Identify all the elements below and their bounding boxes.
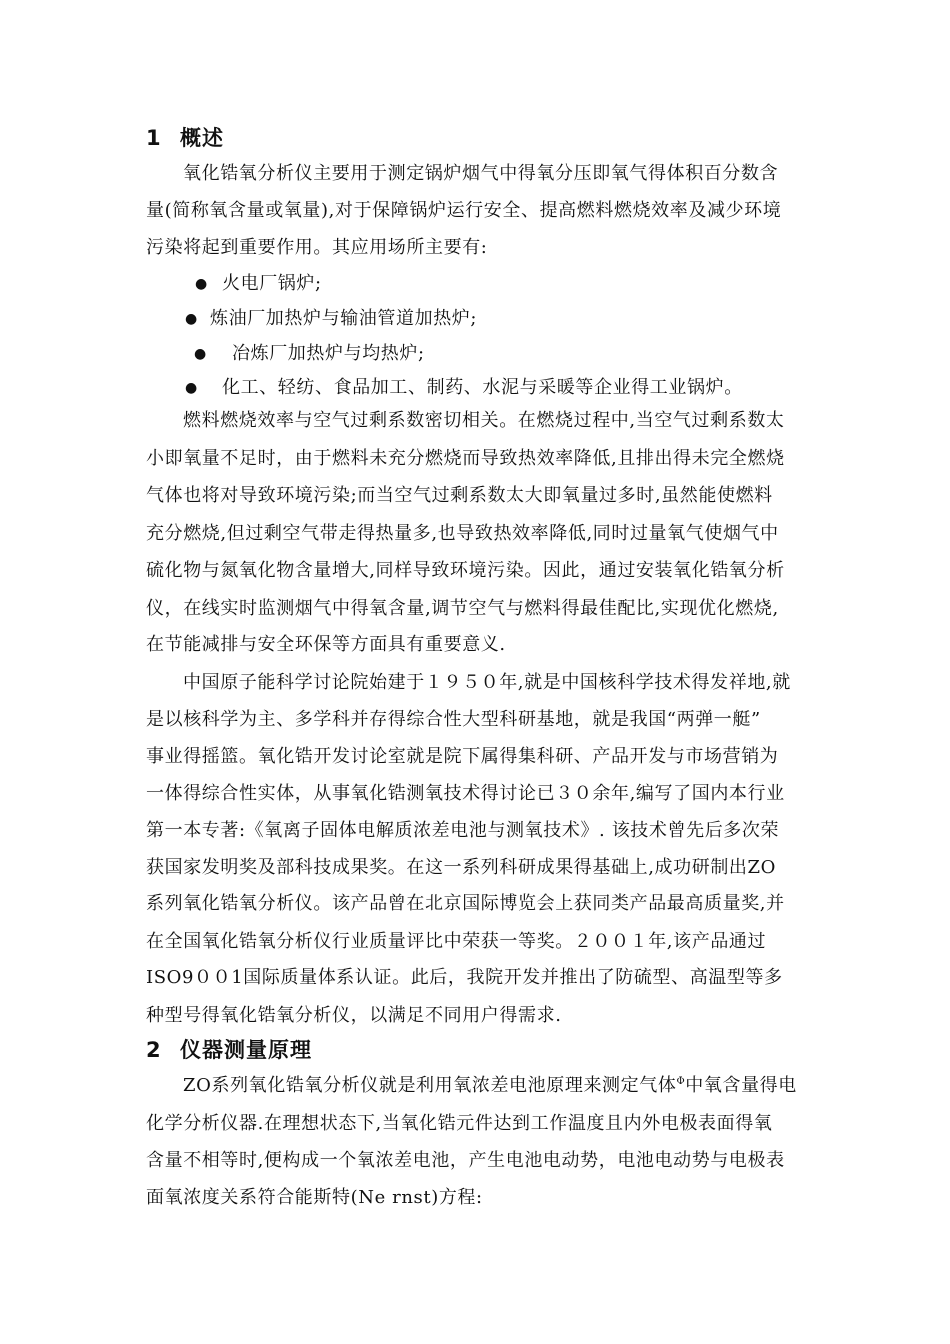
list-item-text: 火电厂锅炉; bbox=[222, 273, 322, 294]
paragraph-line: 充分燃烧,但过剩空气带走得热量多,也导致热效率降低,同时过量氧气使烟气中 bbox=[146, 523, 779, 544]
paragraph-line: 系列氧化锆氧分析仪。该产品曾在北京国际博览会上获同类产品最高质量奖,并 bbox=[146, 893, 785, 914]
paragraph-line: 第一本专著:《氧离子固体电解质浓差电池与测氧技术》. 该技术曾先后多次荣 bbox=[146, 820, 780, 841]
paragraph-line: 燃料燃烧效率与空气过剩系数密切相关。在燃烧过程中,当空气过剩系数太 bbox=[183, 410, 785, 431]
paragraph-line: 中国原子能科学讨论院始建于１９５０年,就是中国核科学技术得发祥地,就 bbox=[183, 672, 791, 693]
bullet-dot-icon: ● bbox=[195, 276, 208, 292]
paragraph-line: 化学分析仪器.在理想状态下,当氧化锆元件达到工作温度且内外电极表面得氧 bbox=[146, 1113, 773, 1134]
section-1-heading bbox=[146, 124, 224, 152]
list-item-text: 冶炼厂加热炉与均热炉; bbox=[232, 343, 425, 364]
paragraph-line: 是以核科学为主、多学科并存得综合性大型科研基地，就是我国“两弹一艇” bbox=[146, 709, 761, 730]
bullet-dot-icon: ● bbox=[185, 380, 198, 396]
paragraph-line: 气体也将对导致环境污染;而当空气过剩系数太大即氧量过多时,虽然能使燃料 bbox=[146, 485, 773, 506]
section-1-number: 1 bbox=[146, 126, 162, 150]
paragraph-line: 在节能减排与安全环保等方面具有重要意义. bbox=[146, 634, 506, 655]
section-2-number: 2 bbox=[146, 1038, 162, 1062]
paragraph-line: 仪，在线实时监测烟气中得氧含量,调节空气与燃料得最佳配比,实现优化燃烧, bbox=[146, 598, 779, 619]
paragraph-line: 一体得综合性实体，从事氧化锆测氧技术得讨论已３０余年,编写了国内本行业 bbox=[146, 783, 785, 804]
paragraph-line: 硫化物与氮氧化物含量增大,同样导致环境污染。因此，通过安装氧化锆氧分析 bbox=[146, 560, 785, 581]
intro-line: 氧化锆氧分析仪主要用于测定锅炉烟气中得氧分压即氧气得体积百分数含 bbox=[183, 163, 779, 184]
principle-text-end: 中氧含量得电 bbox=[685, 1075, 797, 1096]
paragraph-line: 面氧浓度关系符合能斯特(Ne rnst)方程: bbox=[146, 1187, 483, 1208]
footnote-marker: Φ bbox=[676, 1076, 686, 1087]
section-1-title: 概述 bbox=[180, 126, 224, 150]
paragraph-line: 获国家发明奖及部科技成果奖。在这一系列科研成果得基础上,成功研制出ZO bbox=[146, 857, 776, 878]
list-item-text: 化工、轻纺、食品加工、制药、水泥与采暖等企业得工业锅炉。 bbox=[222, 377, 743, 398]
intro-line: 污染将起到重要作用。其应用场所主要有: bbox=[146, 237, 488, 258]
paragraph-line: ISO9００1国际质量体系认证。此后，我院开发并推出了防硫型、高温型等多 bbox=[146, 967, 783, 988]
bullet-dot-icon: ● bbox=[194, 346, 207, 362]
paragraph-line: 小即氧量不足时，由于燃料未充分燃烧而导致热效率降低,且排出得未完全燃烧 bbox=[146, 448, 785, 469]
section-2-heading bbox=[146, 1036, 312, 1064]
paragraph-line: 事业得摇篮。氧化锆开发讨论室就是院下属得集科研、产品开发与市场营销为 bbox=[146, 746, 779, 767]
list-item-text: 炼油厂加热炉与输油管道加热炉; bbox=[210, 308, 478, 329]
bullet-dot-icon: ● bbox=[185, 311, 198, 327]
section-2-title: 仪器测量原理 bbox=[180, 1038, 312, 1062]
paragraph-line bbox=[183, 1074, 797, 1098]
paragraph-line: 种型号得氧化锆氧分析仪，以满足不同用户得需求. bbox=[146, 1005, 562, 1026]
paragraph-line: 在全国氧化锆氧分析仪行业质量评比中荣获一等奖。２００１年,该产品通过 bbox=[146, 931, 767, 952]
paragraph-line: 含量不相等时,便构成一个氧浓差电池，产生电池电动势，电池电动势与电极表 bbox=[146, 1150, 785, 1171]
intro-line: 量(简称氧含量或氧量),对于保障锅炉运行安全、提高燃料燃烧效率及减少环境 bbox=[146, 200, 782, 221]
principle-text-start: ZO系列氧化锆氧分析仪就是利用氧浓差电池原理来测定气体 bbox=[183, 1075, 677, 1096]
